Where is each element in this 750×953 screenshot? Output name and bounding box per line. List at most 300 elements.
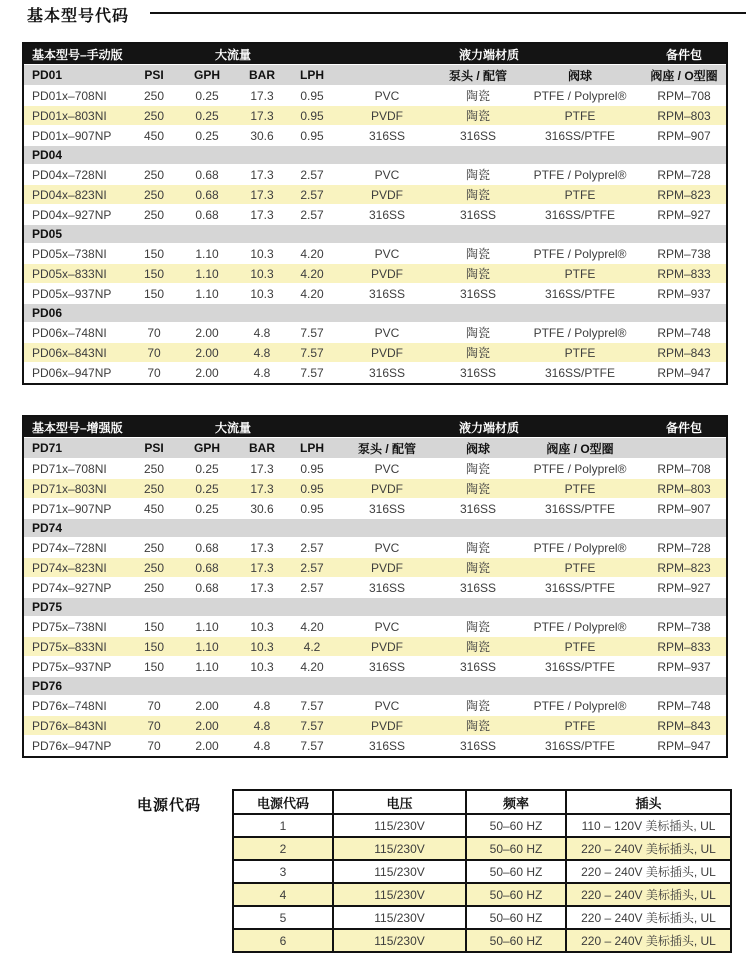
table-cell: 2.00 bbox=[195, 738, 219, 753]
column-header: 阀座 / O型圈 bbox=[650, 68, 718, 83]
table-cell: PTFE / Polyprel® bbox=[533, 619, 627, 634]
power-table-row bbox=[234, 861, 730, 884]
table-cell: PVC bbox=[374, 540, 400, 555]
table-cell: 316SS bbox=[459, 659, 497, 674]
table-cell: PVC bbox=[374, 167, 400, 182]
table-cell: 115/230V bbox=[334, 930, 467, 951]
table-cell: 2.57 bbox=[300, 167, 324, 182]
table-cell: 0.25 bbox=[195, 481, 219, 496]
table-cell: 2.00 bbox=[195, 365, 219, 380]
table-cell: 0.25 bbox=[195, 108, 219, 123]
table-cell: RPM–708 bbox=[657, 461, 711, 476]
column-header: 阀球 bbox=[465, 441, 490, 456]
group-row bbox=[24, 677, 726, 696]
table-cell: PTFE bbox=[564, 639, 596, 654]
table-cell: 4.8 bbox=[253, 325, 271, 340]
table-cell: PTFE / Polyprel® bbox=[533, 325, 627, 340]
power-table-row bbox=[234, 930, 730, 951]
column-header: 阀座 / O型圈 bbox=[546, 441, 614, 456]
table-row bbox=[24, 244, 726, 264]
table-cell: 7.57 bbox=[300, 325, 324, 340]
table-cell: PTFE bbox=[564, 108, 596, 123]
banner-material-label: 液力端材质 bbox=[458, 47, 519, 62]
table-cell: 316SS/PTFE bbox=[544, 207, 616, 222]
table-cell: 17.3 bbox=[250, 461, 274, 476]
table-banner bbox=[24, 417, 726, 438]
column-header: 泵头 / 配管 bbox=[357, 441, 416, 456]
table-cell: 陶瓷 bbox=[465, 462, 490, 476]
column-header: GPH bbox=[193, 68, 220, 82]
table-cell: PD06x–748NI bbox=[32, 325, 107, 340]
table-row bbox=[24, 126, 726, 146]
table-cell: RPM–803 bbox=[657, 481, 711, 496]
table-row bbox=[24, 558, 726, 578]
table-cell: 17.3 bbox=[250, 540, 274, 555]
table-cell: PTFE bbox=[564, 718, 596, 733]
table-cell: 10.3 bbox=[250, 286, 274, 301]
table-cell: PVC bbox=[374, 461, 400, 476]
table-cell: 250 bbox=[143, 167, 165, 182]
table-cell: 17.3 bbox=[250, 108, 274, 123]
table-cell: 0.95 bbox=[300, 128, 324, 143]
table-cell: PVDF bbox=[370, 266, 403, 281]
table-cell: 4.8 bbox=[253, 345, 271, 360]
table-cell: 316SS bbox=[459, 501, 497, 516]
table-cell: 220 – 240V 美标插头, UL bbox=[581, 865, 716, 879]
column-header: 频率 bbox=[467, 791, 567, 813]
table-cell: 316SS/PTFE bbox=[544, 501, 616, 516]
table-cell: 4.8 bbox=[253, 718, 271, 733]
table-cell: 4 bbox=[234, 884, 334, 905]
table-cell: 0.68 bbox=[195, 560, 219, 575]
power-code-label: 电源代码 bbox=[137, 797, 202, 814]
table-cell: 2.00 bbox=[195, 718, 219, 733]
table-cell: 250 bbox=[143, 540, 165, 555]
table-row bbox=[24, 696, 726, 716]
table-cell: PTFE bbox=[564, 560, 596, 575]
table-cell: 50–60 HZ bbox=[467, 884, 567, 905]
power-table-row bbox=[234, 838, 730, 861]
table-cell: 4.20 bbox=[300, 659, 324, 674]
table-cell: 250 bbox=[143, 88, 165, 103]
table-cell: 250 bbox=[143, 207, 165, 222]
page-title: 基本型号代码 bbox=[27, 8, 130, 25]
table-cell: PVC bbox=[374, 88, 400, 103]
table-cell: RPM–843 bbox=[657, 718, 711, 733]
table-cell: 17.3 bbox=[250, 88, 274, 103]
table-cell: 150 bbox=[143, 639, 165, 654]
table-cell: 70 bbox=[147, 345, 161, 360]
table-cell: 7.57 bbox=[300, 365, 324, 380]
table-cell: 1.10 bbox=[195, 246, 219, 261]
table-row bbox=[24, 86, 726, 106]
table-cell: 17.3 bbox=[250, 167, 274, 182]
table-cell: 陶瓷 bbox=[465, 719, 490, 733]
table-cell: 17.3 bbox=[250, 580, 274, 595]
table-row bbox=[24, 459, 726, 479]
table-cell: 7.57 bbox=[300, 738, 324, 753]
table-row bbox=[24, 284, 726, 304]
table-cell: 316SS bbox=[459, 738, 497, 753]
table-cell: 0.68 bbox=[195, 167, 219, 182]
table-cell: 110 – 120V 美标插头, UL bbox=[581, 819, 716, 833]
table-cell: 316SS/PTFE bbox=[544, 365, 616, 380]
banner-flow-label: 大流量 bbox=[214, 420, 251, 435]
table-cell: 50–60 HZ bbox=[467, 815, 567, 836]
table-cell: RPM–728 bbox=[657, 167, 711, 182]
column-header-row bbox=[24, 65, 726, 86]
table-cell: 30.6 bbox=[250, 128, 274, 143]
table-cell: 150 bbox=[143, 266, 165, 281]
table-cell: 70 bbox=[147, 365, 161, 380]
table-cell: RPM–738 bbox=[657, 619, 711, 634]
table-cell: 1 bbox=[234, 815, 334, 836]
table-cell: PVDF bbox=[370, 187, 403, 202]
table-cell: 70 bbox=[147, 718, 161, 733]
table-cell: 250 bbox=[143, 187, 165, 202]
table-cell: 316SS bbox=[368, 286, 406, 301]
table-cell: 115/230V bbox=[334, 838, 467, 859]
table-cell: RPM–748 bbox=[657, 325, 711, 340]
table-cell: PD01x–803NI bbox=[32, 108, 107, 123]
table-cell: 陶瓷 bbox=[465, 482, 490, 496]
table-cell: 150 bbox=[143, 246, 165, 261]
table-cell: 220 – 240V 美标插头, UL bbox=[581, 934, 716, 948]
table-cell: PTFE bbox=[564, 345, 596, 360]
column-header bbox=[642, 438, 726, 458]
table-cell: 4.8 bbox=[253, 738, 271, 753]
table-cell: 150 bbox=[143, 619, 165, 634]
table-cell: 10.3 bbox=[250, 619, 274, 634]
table-cell: 316SS bbox=[368, 128, 406, 143]
table-cell: PVDF bbox=[370, 481, 403, 496]
table-cell: 2.00 bbox=[195, 345, 219, 360]
table-cell: 316SS bbox=[368, 501, 406, 516]
power-header-row bbox=[234, 791, 730, 815]
table-cell: 30.6 bbox=[250, 501, 274, 516]
table-cell: PVC bbox=[374, 619, 400, 634]
table-cell: 70 bbox=[147, 698, 161, 713]
table-cell: 6 bbox=[234, 930, 334, 951]
table-cell: PD04x–823NI bbox=[32, 187, 107, 202]
column-header: GPH bbox=[193, 441, 220, 455]
table-cell: PTFE / Polyprel® bbox=[533, 246, 627, 261]
table-cell: 2.57 bbox=[300, 560, 324, 575]
table-row bbox=[24, 637, 726, 657]
table-cell: 0.25 bbox=[195, 501, 219, 516]
group-row bbox=[24, 598, 726, 617]
group-label: PD04 bbox=[32, 148, 63, 162]
table-cell: 0.95 bbox=[300, 501, 324, 516]
table-cell: 陶瓷 bbox=[465, 640, 490, 654]
table-cell: PTFE / Polyprel® bbox=[533, 461, 627, 476]
table-cell: 115/230V bbox=[334, 861, 467, 882]
table-cell: 2.57 bbox=[300, 580, 324, 595]
table-cell: RPM–843 bbox=[657, 345, 711, 360]
table-cell: RPM–738 bbox=[657, 246, 711, 261]
table-cell: 陶瓷 bbox=[465, 326, 490, 340]
table-cell: 316SS bbox=[368, 365, 406, 380]
column-header: PSI bbox=[144, 441, 164, 455]
table-cell: 220 – 240V 美标插头, UL bbox=[581, 911, 716, 925]
table-cell: 7.57 bbox=[300, 698, 324, 713]
table-cell: 4.8 bbox=[253, 698, 271, 713]
table-cell: 316SS/PTFE bbox=[544, 738, 616, 753]
table-cell: PD04x–927NP bbox=[32, 207, 112, 222]
column-header-row bbox=[24, 438, 726, 459]
table-cell: PD71x–907NP bbox=[32, 501, 112, 516]
table-cell: 0.25 bbox=[195, 128, 219, 143]
table-cell: 316SS/PTFE bbox=[544, 659, 616, 674]
table-cell: PD05x–738NI bbox=[32, 246, 107, 261]
table-cell: 316SS bbox=[459, 128, 497, 143]
table-cell: 陶瓷 bbox=[465, 699, 490, 713]
table-cell: 1.10 bbox=[195, 639, 219, 654]
table-cell: PD74x–823NI bbox=[32, 560, 107, 575]
table-banner bbox=[24, 44, 726, 65]
table-row bbox=[24, 578, 726, 598]
table-cell: 250 bbox=[143, 560, 165, 575]
table-cell: PD06x–947NP bbox=[32, 365, 112, 380]
power-table-row bbox=[234, 884, 730, 907]
table-cell: PVDF bbox=[370, 639, 403, 654]
table-cell: 316SS bbox=[459, 286, 497, 301]
table-cell: PTFE bbox=[564, 266, 596, 281]
table-cell: RPM–803 bbox=[657, 108, 711, 123]
table-row bbox=[24, 343, 726, 363]
table-cell: PTFE / Polyprel® bbox=[533, 88, 627, 103]
table-cell: PVDF bbox=[370, 560, 403, 575]
table-cell: 115/230V bbox=[334, 907, 467, 928]
table-cell: RPM–823 bbox=[657, 560, 711, 575]
table-cell: RPM–927 bbox=[657, 580, 711, 595]
banner-kit-label: 备件包 bbox=[665, 420, 702, 435]
column-header bbox=[336, 65, 438, 85]
table-cell: PD01x–907NP bbox=[32, 128, 112, 143]
group-row bbox=[24, 225, 726, 244]
table-cell: PD06x–843NI bbox=[32, 345, 107, 360]
table-row bbox=[24, 205, 726, 225]
table-cell: PTFE / Polyprel® bbox=[533, 698, 627, 713]
table-cell: RPM–708 bbox=[657, 88, 711, 103]
table-cell: PD05x–833NI bbox=[32, 266, 107, 281]
table-cell: RPM–937 bbox=[657, 286, 711, 301]
table-cell: RPM–937 bbox=[657, 659, 711, 674]
table-cell: RPM–947 bbox=[657, 365, 711, 380]
table-cell: PD76x–748NI bbox=[32, 698, 107, 713]
table-cell: PVDF bbox=[370, 345, 403, 360]
table-cell: 陶瓷 bbox=[465, 561, 490, 575]
table-cell: 316SS bbox=[368, 738, 406, 753]
spec-table-enhanced bbox=[22, 415, 728, 758]
table-cell: PD75x–833NI bbox=[32, 639, 107, 654]
table-cell: 2.00 bbox=[195, 698, 219, 713]
column-header: BAR bbox=[249, 441, 275, 455]
table-cell: RPM–823 bbox=[657, 187, 711, 202]
table-cell: PD01x–708NI bbox=[32, 88, 107, 103]
table-cell: 陶瓷 bbox=[465, 168, 490, 182]
table-cell: 17.3 bbox=[250, 560, 274, 575]
table-row bbox=[24, 165, 726, 185]
banner-model-label: 基本型号–增强版 bbox=[32, 420, 123, 435]
table-cell: 0.68 bbox=[195, 187, 219, 202]
table-cell: 250 bbox=[143, 580, 165, 595]
banner-material-label: 液力端材质 bbox=[458, 420, 519, 435]
table-row bbox=[24, 499, 726, 519]
table-cell: 0.95 bbox=[300, 88, 324, 103]
table-cell: PTFE / Polyprel® bbox=[533, 540, 627, 555]
group-row bbox=[24, 519, 726, 538]
column-header: 插头 bbox=[635, 795, 662, 811]
table-cell: PD74x–927NP bbox=[32, 580, 112, 595]
banner-kit-label: 备件包 bbox=[665, 47, 702, 62]
table-cell: PVC bbox=[374, 325, 400, 340]
table-cell: 50–60 HZ bbox=[467, 838, 567, 859]
table-cell: 10.3 bbox=[250, 246, 274, 261]
table-cell: 0.68 bbox=[195, 540, 219, 555]
table-cell: 316SS bbox=[368, 207, 406, 222]
table-cell: 1.10 bbox=[195, 266, 219, 281]
table-body bbox=[24, 459, 726, 756]
table-cell: 0.25 bbox=[195, 461, 219, 476]
table-row bbox=[24, 716, 726, 736]
table-cell: 316SS bbox=[459, 207, 497, 222]
table-cell: RPM–907 bbox=[657, 128, 711, 143]
table-cell: PD71x–803NI bbox=[32, 481, 107, 496]
table-cell: PD74x–728NI bbox=[32, 540, 107, 555]
table-cell: 250 bbox=[143, 481, 165, 496]
table-cell: 50–60 HZ bbox=[467, 930, 567, 951]
group-label: PD75 bbox=[32, 600, 63, 614]
table-cell: 250 bbox=[143, 108, 165, 123]
table-cell: 2.57 bbox=[300, 540, 324, 555]
table-cell: 0.95 bbox=[300, 481, 324, 496]
group-label: PD06 bbox=[32, 306, 63, 320]
table-cell: 70 bbox=[147, 738, 161, 753]
table-cell: RPM–728 bbox=[657, 540, 711, 555]
column-header: LPH bbox=[300, 441, 324, 455]
table-cell: 316SS/PTFE bbox=[544, 286, 616, 301]
table-cell: 115/230V bbox=[334, 815, 467, 836]
group-row bbox=[24, 304, 726, 323]
table-cell: 220 – 240V 美标插头, UL bbox=[581, 888, 716, 902]
table-cell: 陶瓷 bbox=[465, 541, 490, 555]
table-cell: PD71x–708NI bbox=[32, 461, 107, 476]
table-body bbox=[24, 86, 726, 383]
table-cell: 316SS bbox=[368, 659, 406, 674]
table-row bbox=[24, 479, 726, 499]
table-cell: 陶瓷 bbox=[465, 346, 490, 360]
table-cell: 2 bbox=[234, 838, 334, 859]
column-header: BAR bbox=[249, 68, 275, 82]
column-header: 电压 bbox=[334, 791, 467, 813]
table-cell: 0.68 bbox=[195, 580, 219, 595]
table-cell: PD05x–937NP bbox=[32, 286, 112, 301]
table-row bbox=[24, 185, 726, 205]
table-cell: 陶瓷 bbox=[465, 109, 490, 123]
group-label: PD76 bbox=[32, 679, 63, 693]
table-cell: 4.20 bbox=[300, 286, 324, 301]
table-cell: RPM–833 bbox=[657, 639, 711, 654]
table-cell: 150 bbox=[143, 659, 165, 674]
group-label: PD74 bbox=[32, 521, 63, 535]
table-cell: 0.95 bbox=[300, 108, 324, 123]
table-row bbox=[24, 736, 726, 756]
table-cell: 陶瓷 bbox=[465, 620, 490, 634]
table-cell: 450 bbox=[143, 501, 165, 516]
spec-table-manual bbox=[22, 42, 728, 385]
banner-flow-label: 大流量 bbox=[214, 47, 251, 62]
table-cell: 陶瓷 bbox=[465, 89, 490, 103]
table-cell: 4.20 bbox=[300, 266, 324, 281]
table-cell: 17.3 bbox=[250, 481, 274, 496]
table-cell: PD76x–843NI bbox=[32, 718, 107, 733]
column-header: PD71 bbox=[32, 441, 63, 455]
table-cell: 17.3 bbox=[250, 187, 274, 202]
column-header: PD01 bbox=[32, 68, 63, 82]
table-cell: 2.57 bbox=[300, 187, 324, 202]
table-row bbox=[24, 657, 726, 677]
table-row bbox=[24, 264, 726, 284]
table-cell: 陶瓷 bbox=[465, 188, 490, 202]
table-cell: 316SS bbox=[459, 580, 497, 595]
table-cell: 10.3 bbox=[250, 659, 274, 674]
title-rule bbox=[150, 12, 746, 14]
table-cell: 50–60 HZ bbox=[467, 907, 567, 928]
table-cell: 0.95 bbox=[300, 461, 324, 476]
column-header: 泵头 / 配管 bbox=[448, 68, 507, 83]
table-cell: 4.8 bbox=[253, 365, 271, 380]
table-cell: PD76x–947NP bbox=[32, 738, 112, 753]
table-cell: 7.57 bbox=[300, 718, 324, 733]
table-row bbox=[24, 617, 726, 637]
table-cell: 2.57 bbox=[300, 207, 324, 222]
table-cell: RPM–927 bbox=[657, 207, 711, 222]
table-cell: 4.20 bbox=[300, 246, 324, 261]
banner-model-label: 基本型号–手动版 bbox=[32, 47, 123, 62]
table-cell: 4.20 bbox=[300, 619, 324, 634]
table-cell: 1.10 bbox=[195, 659, 219, 674]
table-cell: 316SS bbox=[368, 580, 406, 595]
column-header: 阀球 bbox=[567, 68, 592, 83]
table-cell: 450 bbox=[143, 128, 165, 143]
table-cell: 7.57 bbox=[300, 345, 324, 360]
column-header: LPH bbox=[300, 68, 324, 82]
table-row bbox=[24, 363, 726, 383]
power-table-body bbox=[234, 815, 730, 951]
table-cell: PD75x–738NI bbox=[32, 619, 107, 634]
table-cell: 220 – 240V 美标插头, UL bbox=[581, 842, 716, 856]
table-cell: PTFE / Polyprel® bbox=[533, 167, 627, 182]
table-cell: RPM–907 bbox=[657, 501, 711, 516]
table-cell: 316SS bbox=[459, 365, 497, 380]
table-cell: 5 bbox=[234, 907, 334, 928]
table-cell: PD04x–728NI bbox=[32, 167, 107, 182]
table-cell: 10.3 bbox=[250, 639, 274, 654]
table-cell: 1.10 bbox=[195, 619, 219, 634]
table-cell: 0.25 bbox=[195, 88, 219, 103]
table-cell: PTFE bbox=[564, 481, 596, 496]
table-cell: 50–60 HZ bbox=[467, 861, 567, 882]
table-cell: 150 bbox=[143, 286, 165, 301]
table-cell: 陶瓷 bbox=[465, 267, 490, 281]
table-cell: 4.2 bbox=[303, 639, 321, 654]
table-cell: 316SS/PTFE bbox=[544, 128, 616, 143]
table-cell: 0.68 bbox=[195, 207, 219, 222]
group-row bbox=[24, 146, 726, 165]
table-row bbox=[24, 323, 726, 343]
column-header: 电源代码 bbox=[234, 791, 334, 813]
